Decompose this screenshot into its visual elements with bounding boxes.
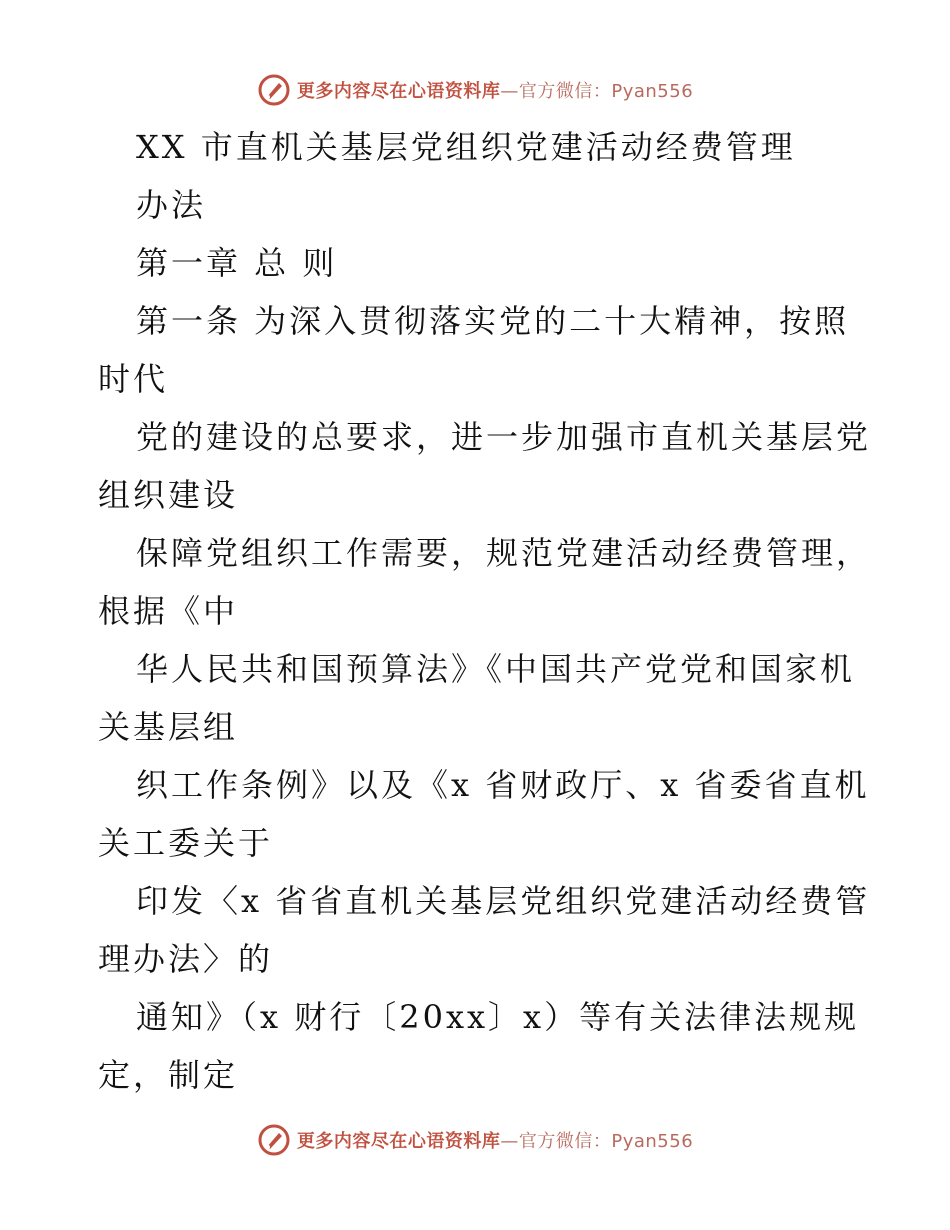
pen-nib-logo-icon	[257, 73, 291, 107]
footer-banner	[0, 1120, 950, 1160]
pen-nib-logo-icon	[257, 1123, 291, 1157]
document-line: 关基层组	[98, 708, 239, 746]
document-line: 织工作条例》以及《x 省财政厅、x 省委省直机	[136, 766, 870, 804]
banner-text: 更多内容尽在心语资料库—官方微信：Pyan556	[296, 81, 694, 102]
document-line: 印发〈x 省省直机关基层党组织党建活动经费管	[136, 882, 871, 920]
document-line: XX 市直机关基层党组织党建活动经费管理	[136, 128, 796, 166]
header-banner	[0, 70, 950, 110]
document-line: 党的建设的总要求，进一步加强市直机关基层党	[136, 418, 872, 456]
document-line: 理办法〉的	[98, 940, 274, 978]
banner-text: 更多内容尽在心语资料库—官方微信：Pyan556	[296, 1131, 694, 1152]
document-line: 第一章 总 则	[136, 244, 338, 282]
document-line: 根据《中	[98, 592, 239, 630]
document-body	[98, 118, 898, 1104]
document-line: 办法	[136, 186, 207, 224]
document-line: 关工委关于	[98, 824, 274, 862]
document-line: 华人民共和国预算法》《中国共产党党和国家机	[136, 650, 856, 688]
document-line: 保障党组织工作需要，规范党建活动经费管理，	[136, 534, 872, 572]
document-line: 组织建设	[98, 476, 239, 514]
document-line: 时代	[98, 360, 169, 398]
document-line: 第一条 为深入贯彻落实党的二十大精神，按照	[136, 302, 850, 340]
document-line: 通知》（x 财行〔20xx〕x）等有关法律法规规	[136, 998, 860, 1036]
document-line: 定，制定	[98, 1056, 239, 1094]
